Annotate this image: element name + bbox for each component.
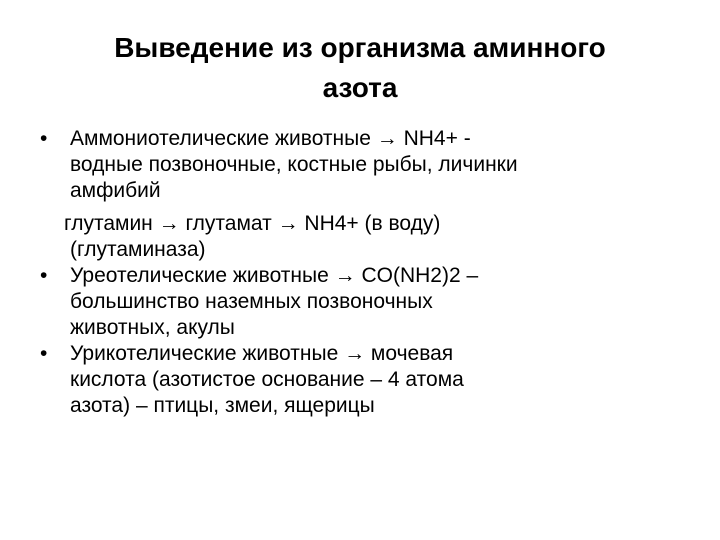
item-3-line-1: Урикотелические животные → мочевая (70, 342, 454, 365)
glutamine-pathway (40, 211, 700, 263)
list-item-uricotelic (40, 341, 700, 419)
bullet-icon: • (40, 342, 48, 365)
slide-title (36, 28, 684, 108)
title-line-1: Выведение из организма аминного (114, 32, 606, 63)
list-item-ureotelic (40, 263, 700, 341)
bullet-icon: • (40, 264, 48, 287)
list-item-ammoniotelic (40, 126, 700, 204)
item-2-line-3: животных, акулы (70, 316, 235, 339)
pathway-line-2: (глутаминаза) (70, 238, 206, 261)
item-3-line-3: азота) – птицы, змеи, ящерицы (70, 394, 375, 417)
item-2-line-1: Уреотелические животные → CO(NH2)2 – (70, 264, 479, 287)
item-1-line-3: амфибий (70, 179, 161, 202)
slide-body (40, 126, 700, 419)
item-3-line-2: кислота (азотистое основание – 4 атома (70, 368, 464, 391)
item-1-line-2: водные позвоночные, костные рыбы, личинки (70, 153, 518, 176)
item-2-line-2: большинство наземных позвоночных (70, 290, 433, 313)
pathway-line-1: глутамин → глутамат → NH4+ (в воду) (64, 212, 441, 235)
bullet-icon: • (40, 127, 48, 150)
item-1-line-1: Аммониотелические животные → NH4+ - (70, 127, 471, 150)
title-line-2: азота (322, 72, 398, 103)
